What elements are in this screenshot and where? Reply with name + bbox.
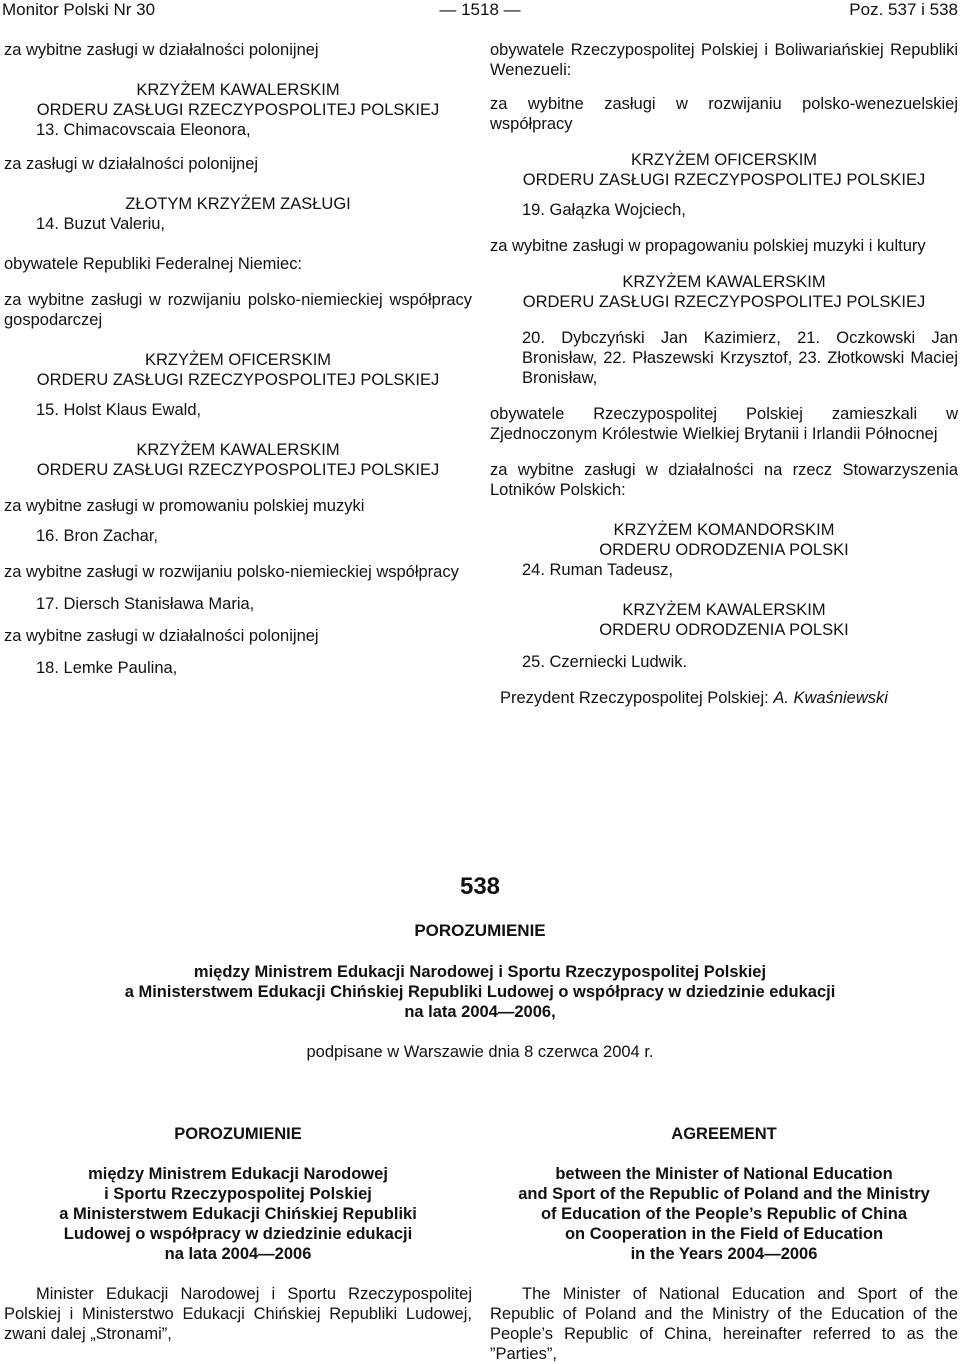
left-column [4, 40, 472, 678]
section-title: POROZUMIENIE [414, 921, 546, 940]
signature-name: A. Kwaśniewski [773, 689, 888, 707]
award-line: ORDERU ODRODZENIA POLSKI [599, 541, 849, 559]
award-line: KRZYŻEM OFICERSKIM [144, 351, 332, 369]
name-entry: 14. Buzut Valeriu, [36, 215, 166, 233]
text-paragraph: obywatele Rzeczypospolitej Polskiej zamieszkali w Zjednoczonym Królestwie Wielkiej Brytanii i Irlandii Północnej [490, 405, 958, 443]
text-paragraph: za wybitne zasługi w rozwijaniu polsko-niemieckiej współpracy gospodarczej [4, 291, 472, 329]
award-line: ORDERU ZASŁUGI RZECZYPOSPOLITEJ POLSKIEJ [36, 371, 440, 389]
text-line: za zasługi w działalności polonijnej [4, 155, 259, 173]
award-line: KRZYŻEM KOMANDORSKIM [613, 521, 835, 539]
name-entry: 15. Holst Klaus Ewald, [36, 401, 202, 419]
header-position: Poz. 537 i 538 [849, 0, 958, 19]
header-page-number: — 1518 — [439, 0, 521, 19]
text-paragraph: za wybitne zasługi w propagowaniu polskiej muzyki i kultury [490, 237, 926, 255]
award-line: ORDERU ZASŁUGI RZECZYPOSPOLITEJ POLSKIEJ [522, 171, 926, 189]
text-paragraph: za wybitne zasługi w działalności na rzecz Stowarzyszenia Lotników Polskich: [490, 461, 958, 499]
text-line: za wybitne zasługi w działalności polonijnej [4, 41, 319, 59]
english-body: The Minister of National Education and Sport of the Republic of Poland and the Ministry of the Education of the People’s Republic of China, hereinafter referred to as the ”Parties”, [490, 1285, 958, 1363]
name-entry: 13. Chimacovscaia Eleonora, [36, 121, 251, 139]
award-line: ZŁOTYM KRZYŻEM ZASŁUGI [125, 195, 351, 213]
polish-subtitle-line: a Ministerstwem Edukacji Chińskiej Republiki [59, 1205, 417, 1223]
text-paragraph: za wybitne zasługi w rozwijaniu polsko-niemieckiej współpracy [4, 563, 459, 581]
award-line: KRZYŻEM KAWALERSKIM [622, 273, 826, 291]
polish-subtitle-line: Ludowej o współpracy w dziedzinie edukacji [63, 1225, 413, 1243]
section-subtitle [0, 962, 960, 1022]
award-line: ORDERU ZASŁUGI RZECZYPOSPOLITEJ POLSKIEJ [36, 101, 440, 119]
english-subtitle-line: between the Minister of National Education [555, 1165, 893, 1183]
section-538 [0, 872, 960, 1062]
polish-heading: POROZUMIENIE [174, 1125, 302, 1143]
polish-subtitle-line: między Ministrem Edukacji Narodowej [88, 1165, 388, 1183]
section-number: 538 [459, 873, 501, 900]
polish-subtitle-line: i Sportu Rzeczypospolitej Polskiej [104, 1185, 372, 1203]
signed-note: podpisane w Warszawie dnia 8 czerwca 2004 r. [306, 1043, 654, 1061]
name-entry: 19. Gałązka Wojciech, [522, 201, 686, 219]
name-entry: 20. Dybczyński Jan Kazimierz, 21. Oczkowski Jan Bronisław, 22. Płaszewski Krzysztof, 23. Złotkowski Maciej Bronisław, [522, 329, 958, 387]
award-line: ORDERU ZASŁUGI RZECZYPOSPOLITEJ POLSKIEJ [36, 461, 440, 479]
polish-subtitle-line: na lata 2004—2006 [164, 1245, 312, 1263]
name-entry: 17. Diersch Stanisława Maria, [36, 595, 255, 613]
name-entry: 16. Bron Zachar, [36, 527, 158, 545]
text-paragraph: obywatele Rzeczypospolitej Polskiej i Boliwariańskiej Republiki Wenezueli: [490, 41, 958, 79]
english-subtitle-line: in the Years 2004—2006 [630, 1245, 818, 1263]
subtitle-line: a Ministerstwem Edukacji Chińskiej Republiki Ludowej o współpracy w dziedzinie edukacji [124, 983, 836, 1001]
signature-line [490, 688, 958, 708]
text-line: obywatele Republiki Federalnej Niemiec: [4, 255, 303, 273]
award-line: ORDERU ODRODZENIA POLSKI [599, 621, 849, 639]
polish-column [4, 1124, 472, 1344]
text-paragraph: za wybitne zasługi w rozwijaniu polsko-wenezuelskiej współpracy [490, 95, 958, 133]
english-subtitle-line: and Sport of the Republic of Poland and the Ministry [518, 1185, 930, 1203]
right-column [490, 40, 958, 708]
award-line: KRZYŻEM OFICERSKIM [630, 151, 818, 169]
award-line: KRZYŻEM KAWALERSKIM [136, 81, 340, 99]
english-column [490, 1124, 958, 1364]
polish-body: Minister Edukacji Narodowej i Sportu Rzeczypospolitej Polskiej i Ministerstwo Edukacji Chińskiej Republiki Ludowej, zwani dalej „Stronami”, [4, 1285, 472, 1343]
name-entry: 25. Czerniecki Ludwik. [522, 653, 688, 671]
name-entry: 18. Lemke Paulina, [36, 659, 178, 677]
name-entry: 24. Ruman Tadeusz, [522, 561, 674, 579]
header-publication: Monitor Polski Nr 30 [2, 0, 156, 19]
award-line: KRZYŻEM KAWALERSKIM [136, 441, 340, 459]
english-subtitle-line: of Education of the People’s Republic of China [540, 1205, 908, 1223]
text-line: za wybitne zasługi w promowaniu polskiej muzyki [4, 497, 365, 515]
award-line: KRZYŻEM KAWALERSKIM [622, 601, 826, 619]
english-subtitle-line: on Cooperation in the Field of Education [564, 1225, 884, 1243]
subtitle-line: na lata 2004—2006, [404, 1003, 556, 1021]
signature-role: Prezydent Rzeczypospolitej Polskiej: [500, 689, 769, 707]
english-heading: AGREEMENT [671, 1125, 777, 1143]
text-line: za wybitne zasługi w działalności polonijnej [4, 627, 319, 645]
page-header [0, 0, 960, 24]
award-line: ORDERU ZASŁUGI RZECZYPOSPOLITEJ POLSKIEJ [522, 293, 926, 311]
subtitle-line: między Ministrem Edukacji Narodowej i Sportu Rzeczypospolitej Polskiej [193, 963, 767, 981]
